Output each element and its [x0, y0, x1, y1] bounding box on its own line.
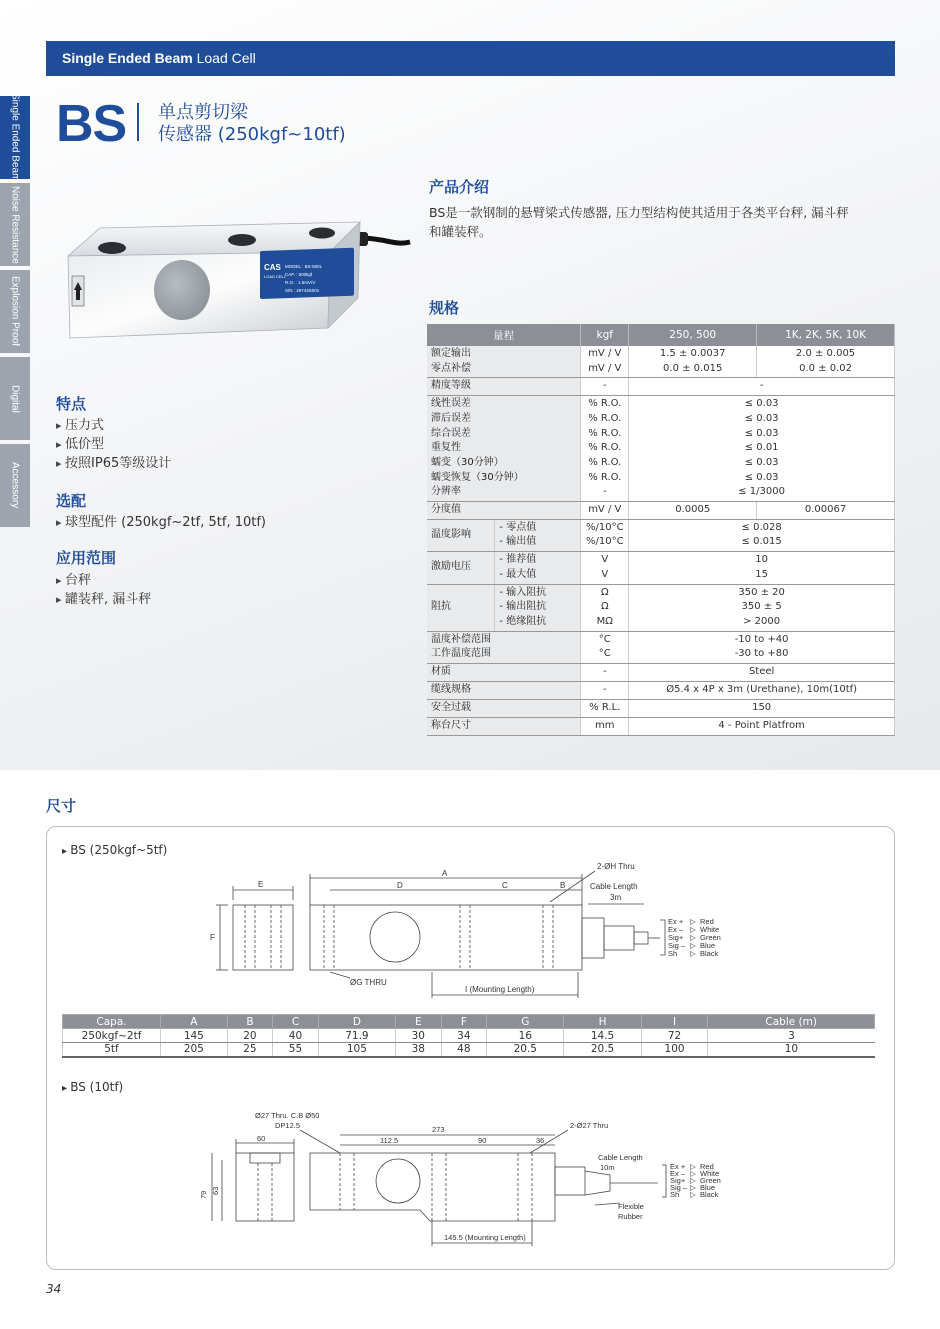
dim-label-b: B — [560, 881, 566, 890]
spec-unit-line: % R.O. — [588, 427, 622, 439]
wire-label: Sig – — [670, 1183, 688, 1192]
dim-header: Capa. — [63, 1015, 161, 1029]
spec-label-line: 重复性 — [431, 442, 461, 454]
dim-cell: 30 — [396, 1029, 442, 1043]
spec-value: Ø5.4 x 4P x 3m (Urethane), 10m(10tf) — [629, 682, 895, 700]
spec-label: 阻抗 — [427, 584, 495, 631]
table-row — [427, 664, 895, 682]
spec-unit: mV / V — [581, 502, 629, 520]
drawing-bs-250kgf-5tf — [200, 860, 760, 1000]
dim-label-len36: 36 — [536, 1136, 545, 1145]
dim-header: Cable (m) — [708, 1015, 875, 1029]
spec-label: 材质 — [427, 664, 581, 682]
spec-unit — [581, 519, 629, 551]
dim-cell: 40 — [273, 1029, 319, 1043]
spec-unit-line: %/10°C — [585, 521, 624, 533]
spec-unit: % R.L. — [581, 700, 629, 718]
spec-sublabel-line: - 输入阻抗 — [499, 586, 547, 598]
table-row — [427, 502, 895, 520]
spec-header-col-b: 1K, 2K, 5K, 10K — [757, 324, 895, 346]
wire-color: Red — [700, 917, 714, 926]
strain-gauge-cover — [154, 260, 210, 320]
spec-label-line: 温度补偿范围 — [431, 633, 491, 645]
spec-value-line: 2.0 ± 0.005 — [795, 348, 856, 359]
spec-unit-line: °C — [598, 633, 611, 645]
list-item: ▸ 低价型 — [56, 435, 171, 454]
table-row — [63, 1043, 875, 1057]
svg-text:▷: ▷ — [690, 1183, 696, 1192]
spec-value-line: 0.0 ± 0.015 — [663, 362, 723, 374]
spec-sublabel-line: - 最大值 — [499, 568, 537, 580]
spec-unit — [581, 584, 629, 631]
dim-cell: 205 — [161, 1043, 228, 1057]
side-tab-label: Single Ended Beam — [9, 93, 21, 182]
dim-label-hole: 2-ØH Thru — [597, 862, 635, 871]
svg-text:▷: ▷ — [690, 941, 696, 950]
side-view — [233, 905, 293, 970]
dim-cell: 48 — [441, 1043, 487, 1057]
wire-label: Sh — [668, 949, 678, 958]
wire-label: Sig+ — [668, 933, 684, 942]
list-item: ▸ 罐装秤, 漏斗秤 — [56, 590, 151, 609]
wire-color: Black — [700, 949, 719, 958]
spec-value-line: ≤ 0.03 — [744, 427, 779, 439]
spec-value-line: ≤ 0.03 — [744, 456, 779, 468]
mount-hole — [228, 234, 256, 246]
dim-header: F — [441, 1015, 487, 1029]
spec-unit: mm — [581, 718, 629, 736]
wire-color: Blue — [700, 1183, 716, 1192]
wire-label: Ex – — [668, 925, 684, 934]
svg-text:▷: ▷ — [690, 925, 696, 934]
gauge-circle — [370, 912, 420, 962]
wire-color: White — [700, 1169, 720, 1178]
list-item: ▸ 球型配件 (250kgf~2tf, 5tf, 10tf) — [56, 513, 266, 532]
svg-text:▷: ▷ — [690, 1190, 696, 1199]
dim-label-h79: 79 — [199, 1190, 208, 1199]
svg-text:▷: ▷ — [690, 1176, 696, 1185]
spec-value-line: ≤ 1/3000 — [738, 486, 785, 498]
dim-cell: 55 — [273, 1043, 319, 1057]
spec-value-b — [757, 346, 895, 378]
list-item: ▸ 按照IP65等级设计 — [56, 454, 171, 473]
spec-label-line: 线性误差 — [431, 398, 471, 410]
svg-text:▷: ▷ — [690, 1162, 696, 1171]
drawing-bs-10tf — [200, 1105, 740, 1250]
dimensions-title: 尺寸 — [46, 797, 77, 815]
dim-label-cable-len: 10m — [600, 1163, 615, 1172]
side-tab-label: Digital — [9, 384, 21, 413]
table-row — [427, 718, 895, 736]
side-tab-label: Accessory — [9, 462, 21, 509]
spec-unit — [581, 552, 629, 584]
spec-value: 4 - Point Platfrom — [629, 718, 895, 736]
svg-text:▷: ▷ — [690, 949, 696, 958]
spec-value-line: ≤ 0.028 — [741, 521, 782, 533]
model-description — [158, 102, 346, 146]
spec-header-col-a: 250, 500 — [629, 324, 757, 346]
spec-unit — [581, 631, 629, 663]
spec-value: 150 — [629, 700, 895, 718]
spec-value-line: 350 ± 5 — [741, 601, 782, 613]
spec-value: Steel — [629, 664, 895, 682]
dim-label-mounting: 145.5 (Mounting Length) — [444, 1233, 526, 1242]
wire-color: White — [700, 925, 720, 934]
wire-color: Green — [700, 933, 721, 942]
wire-label: Ex + — [670, 1162, 686, 1171]
applications-title: 应用范围 — [56, 549, 117, 567]
dim-label-e: E — [258, 880, 264, 889]
dim-cell: 16 — [487, 1029, 564, 1043]
spec-sublabel — [495, 519, 581, 551]
spec-value-a — [629, 346, 757, 378]
spec-label-line: 综合误差 — [431, 427, 471, 439]
dim-cell: 38 — [396, 1043, 442, 1057]
spec-unit: - — [581, 664, 629, 682]
spec-unit-line: % R.O. — [588, 412, 622, 424]
svg-text:▷: ▷ — [690, 1169, 696, 1178]
spec-sublabel-line: - 输出值 — [499, 536, 537, 548]
dim-cell: 14.5 — [564, 1029, 641, 1043]
dimensions-sub-1: ▸ BS (250kgf~5tf) — [62, 843, 167, 857]
spec-unit-line: Ω — [600, 586, 609, 598]
spec-unit-line: %/10°C — [585, 536, 624, 548]
dim-label-c: C — [502, 881, 508, 890]
spec-unit-line: mV / V — [588, 362, 622, 374]
svg-text:▷: ▷ — [690, 917, 696, 926]
dim-cell: 105 — [318, 1043, 395, 1057]
spec-unit: - — [581, 378, 629, 396]
dimensions-header-row — [63, 1015, 875, 1029]
spec-value — [629, 631, 895, 663]
spec-value-line: 15 — [755, 568, 768, 580]
spec-label-line: 蠕变（30分钟） — [431, 456, 504, 468]
dim-cell: 10 — [708, 1043, 875, 1057]
spec-value-line: -30 to +80 — [734, 648, 789, 660]
spec-label: 分度值 — [427, 502, 581, 520]
spec-label: 安全过载 — [427, 700, 581, 718]
spec-header-range: 量程 — [427, 324, 581, 346]
model-divider — [137, 103, 139, 141]
wire-color: Green — [700, 1176, 721, 1185]
dim-cell: 3 — [708, 1029, 875, 1043]
spec-title: 规格 — [429, 299, 460, 317]
spec-unit-line: - — [602, 486, 607, 498]
spec-sublabel — [495, 552, 581, 584]
applications-list — [56, 571, 151, 609]
dim-cell: 100 — [641, 1043, 708, 1057]
dim-cell: 5tf — [63, 1043, 161, 1057]
spec-label-line: 分辨率 — [431, 486, 461, 498]
page-number: 34 — [46, 1282, 62, 1296]
product-image — [60, 218, 420, 358]
spec-label-line: 蠕变恢复（30分钟） — [431, 471, 524, 483]
spec-value-a: 0.0005 — [629, 502, 757, 520]
dim-label-mounting: I (Mounting Length) — [465, 985, 535, 994]
spec-table — [427, 324, 895, 736]
spec-value-line: > 2000 — [743, 615, 781, 627]
spec-value-line: ≤ 0.03 — [744, 471, 779, 483]
table-row — [427, 378, 895, 396]
header-bar — [46, 41, 895, 76]
dim-header: D — [318, 1015, 395, 1029]
table-row — [427, 631, 895, 663]
dimensions-sub-2: ▸ BS (10tf) — [62, 1080, 123, 1094]
mount-hole — [98, 242, 126, 254]
spec-header-unit: kgf — [581, 324, 629, 346]
spec-sublabel-line: - 输出阻抗 — [499, 601, 547, 613]
spec-value-line: ≤ 0.03 — [744, 412, 779, 424]
spec-label: 激励电压 — [427, 552, 495, 584]
spec-unit-line: V — [601, 568, 609, 580]
label-line: CAP. : 500kgf — [285, 272, 313, 277]
spec-label-line: 额定输出 — [431, 348, 471, 359]
options-list — [56, 513, 266, 532]
spec-unit-line: Ω — [600, 601, 609, 613]
spec-unit-line: mV / V — [588, 348, 622, 359]
features-title: 特点 — [56, 395, 87, 413]
wire-label: Ex + — [668, 917, 684, 926]
table-row — [427, 346, 895, 378]
spec-unit-line: % R.O. — [588, 456, 622, 468]
dim-label-g-thru: ØG THRU — [350, 978, 387, 987]
spec-value — [629, 519, 895, 551]
table-row — [63, 1029, 875, 1043]
dim-label-cable: Cable Length — [598, 1153, 643, 1162]
dim-header: C — [273, 1015, 319, 1029]
dim-label-h63: 63 — [211, 1186, 220, 1195]
wire-color: Blue — [700, 941, 716, 950]
label-line: S/N : 49743S001 — [285, 288, 320, 293]
side-tab-label: Noise Resistance — [9, 185, 21, 264]
spec-value-line: 0.0 ± 0.02 — [799, 362, 852, 374]
dim-label-thru: Ø27 Thru. C.B Ø50 — [255, 1111, 320, 1120]
spec-label: 缆线规格 — [427, 682, 581, 700]
dim-label-d: D — [397, 881, 403, 890]
dim-label-dp: DP12.5 — [275, 1121, 301, 1130]
label-line: MODEL : BS-500L — [285, 264, 323, 269]
dim-label-cable-len: 3m — [610, 893, 622, 902]
table-row — [427, 584, 895, 631]
dim-cell: 250kgf~2tf — [63, 1029, 161, 1043]
spec-unit-line: % R.O. — [588, 398, 622, 410]
dim-label-len90: 90 — [478, 1136, 487, 1145]
side-tab-accessory[interactable] — [0, 444, 30, 527]
wire-label: Sh — [670, 1190, 680, 1199]
model-name: BS — [56, 95, 127, 153]
dim-cell: 20 — [227, 1029, 273, 1043]
dim-header: E — [396, 1015, 442, 1029]
spec-sublabel-line: - 绝缘阻抗 — [499, 615, 547, 627]
spec-value-line: 1.5 ± 0.0037 — [659, 348, 726, 359]
spec-value-line: -10 to +40 — [734, 633, 789, 645]
wire-label: Sig – — [668, 941, 686, 950]
dim-label-a: A — [442, 869, 448, 878]
intro-title: 产品介绍 — [429, 178, 490, 196]
table-row — [427, 552, 895, 584]
spec-label-line: 滞后误差 — [431, 412, 471, 424]
spec-label: 称台尺寸 — [427, 718, 581, 736]
model-desc-line2: 传感器 (250kgf~10tf) — [158, 124, 346, 145]
list-item: ▸ 台秤 — [56, 571, 151, 590]
dim-cell: 72 — [641, 1029, 708, 1043]
spec-unit-line: % R.O. — [588, 442, 622, 454]
mount-hole — [309, 228, 335, 239]
svg-text:▷: ▷ — [690, 933, 696, 942]
spec-label — [427, 346, 581, 378]
dim-label-len112: 112.5 — [380, 1136, 399, 1145]
label-sub: LOAD CELL — [264, 274, 287, 279]
header-light: Load Cell — [192, 50, 256, 66]
table-row — [427, 682, 895, 700]
spec-value-line: ≤ 0.03 — [744, 398, 779, 410]
dim-header: A — [161, 1015, 228, 1029]
spec-label — [427, 396, 581, 502]
dim-cell: 25 — [227, 1043, 273, 1057]
side-tab-single-ended-beam[interactable] — [0, 93, 30, 182]
gauge-circle — [376, 1159, 420, 1203]
dim-header: H — [564, 1015, 641, 1029]
wire-color: Red — [700, 1162, 714, 1171]
spec-unit-line: V — [601, 554, 609, 566]
dim-header: I — [641, 1015, 708, 1029]
wire-label: Ex – — [670, 1169, 686, 1178]
spec-label: 温度影响 — [427, 519, 495, 551]
spec-value-line: 10 — [755, 554, 768, 566]
spec-value: - — [629, 378, 895, 396]
spec-unit — [581, 396, 629, 502]
dim-label-flexible: Flexible — [618, 1202, 644, 1211]
dim-label-w60: 60 — [257, 1134, 266, 1143]
spec-value — [629, 584, 895, 631]
label-brand: CAS — [264, 263, 281, 272]
spec-unit-line: °C — [598, 648, 611, 660]
spec-value — [629, 396, 895, 502]
spec-label-line: 零点补偿 — [431, 362, 471, 374]
spec-header-row — [427, 324, 895, 346]
spec-sublabel-line: - 推荐值 — [499, 554, 537, 566]
spec-unit-line: % R.O. — [588, 471, 622, 483]
table-row — [427, 519, 895, 551]
options-title: 选配 — [56, 492, 87, 510]
table-row — [427, 396, 895, 502]
spec-unit — [581, 346, 629, 378]
spec-value-line: ≤ 0.015 — [741, 536, 782, 548]
dim-cell: 145 — [161, 1029, 228, 1043]
dim-label-rubber: Rubber — [618, 1212, 643, 1221]
spec-value — [629, 552, 895, 584]
features-list — [56, 416, 171, 473]
wire-color: Black — [700, 1190, 719, 1199]
table-row — [427, 700, 895, 718]
dim-label-cable: Cable Length — [590, 882, 638, 891]
dimensions-table — [62, 1014, 875, 1058]
intro-text: BS是一款钢制的悬臂梁式传感器, 压力型结构使其适用于各类平台秤, 漏斗秤和罐装秤。 — [429, 205, 849, 239]
label-line: R.O. : 1.5mV/V — [285, 280, 316, 285]
dim-cell: 20.5 — [487, 1043, 564, 1057]
dim-cell: 20.5 — [564, 1043, 641, 1057]
spec-sublabel — [495, 584, 581, 631]
spec-label — [427, 631, 581, 663]
side-tab-explosion-proof[interactable] — [0, 270, 30, 353]
spec-sublabel-line: - 零点值 — [499, 521, 537, 533]
dim-cell: 71.9 — [318, 1029, 395, 1043]
spec-unit-line: MΩ — [596, 615, 613, 627]
list-item: ▸ 压力式 — [56, 416, 171, 435]
header-bold: Single Ended Beam — [62, 50, 193, 66]
spec-unit: - — [581, 682, 629, 700]
dim-header: G — [487, 1015, 564, 1029]
side-tab-digital[interactable] — [0, 357, 30, 440]
dim-label-len273: 273 — [432, 1125, 445, 1134]
dim-header: B — [227, 1015, 273, 1029]
spec-label: 精度等级 — [427, 378, 581, 396]
dim-cell: 34 — [441, 1029, 487, 1043]
dim-label-hole: 2-Ø27 Thru — [570, 1121, 609, 1130]
model-desc-line1: 单点剪切梁 — [158, 102, 248, 123]
spec-value-b: 0.00067 — [757, 502, 895, 520]
side-tabs — [0, 93, 30, 531]
spec-label-line: 工作温度范围 — [431, 648, 491, 660]
spec-value-line: ≤ 0.01 — [744, 442, 779, 454]
wire-label: Sig+ — [670, 1176, 686, 1185]
dim-label-f: F — [210, 933, 215, 942]
side-tab-noise-resistance[interactable] — [0, 183, 30, 266]
spec-value-line: 350 ± 20 — [738, 586, 785, 598]
side-tab-label: Explosion Proof — [9, 276, 21, 347]
front-view — [310, 905, 582, 970]
